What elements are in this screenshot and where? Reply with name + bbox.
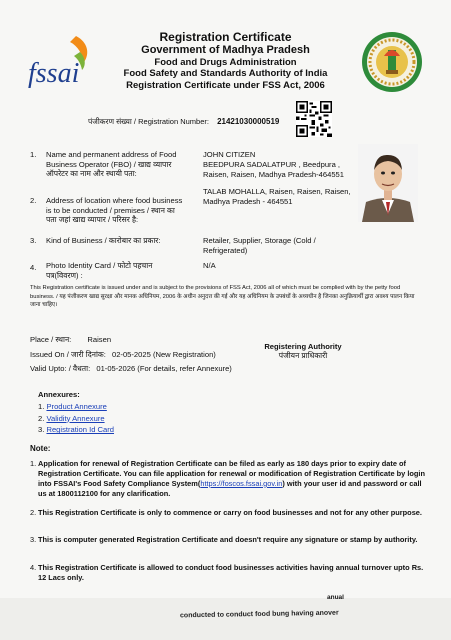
annexure-number: 1. (38, 401, 45, 411)
kind-of-business (203, 236, 363, 256)
note-2 (30, 508, 428, 518)
note-number: 4. (30, 563, 37, 572)
note-text-part: Application for renewal of Registration Certificate can be filed as early as 180 days prior to expiry date of Registration Certificate. You can file application for renewal or modification of Registration Certificate by login into FSSAI's Food Safety Compliance System( (38, 459, 425, 488)
note-text: This is computer generated Registration Certificate and doesn't require any signature or stamp by authority. (38, 535, 418, 544)
act-line: Registration Certificate under FSS Act, 2006 (126, 79, 325, 91)
certificate-title: Registration Certificate (159, 30, 292, 44)
note-3 (30, 535, 428, 545)
product-annexure-link[interactable]: Product Annexure (46, 401, 107, 411)
registration-number-value: 21421030000519 (217, 117, 280, 126)
item-3-label-line: Kind of Business / कारोबार का प्रकार: (46, 236, 161, 245)
note-number: 2. (30, 508, 37, 517)
item-2-label-line: Address of location where food business (46, 196, 183, 205)
premises-address-line: TALAB MOHALLA, Raisen, Raisen, Raisen, (203, 187, 351, 196)
fbo-address-line: BEEDPURA SADALATPUR , Beedpura , (203, 160, 341, 170)
issued-value: 02-05-2025 (New Registration) (111, 350, 216, 359)
registering-authority (260, 342, 346, 361)
qr-code-icon (296, 101, 332, 137)
note-4 (30, 563, 428, 583)
annexure-item (38, 401, 114, 413)
registration-number-label: पंजीकरण संख्या / Registration Number: (88, 117, 209, 126)
authority-name: Food Safety and Standards Authority of India (123, 68, 328, 80)
item-1-number: 1. (30, 150, 37, 159)
validity-annexure-link[interactable]: Validity Annexure (46, 413, 105, 423)
premises-address (203, 187, 353, 207)
foscos-link[interactable]: https://foscos.fssai.gov.in (200, 478, 283, 488)
annexures-section (38, 389, 114, 436)
folded-text-fragment: anual (327, 594, 344, 601)
valid-value: 01-05-2026 (For details, refer Annexure) (96, 364, 232, 373)
registration-number-line (88, 117, 279, 127)
annexure-number: 2. (38, 413, 45, 423)
registration-id-card-link[interactable]: Registration Id Card (46, 425, 115, 435)
note-text-part: ) with your user id and password or call us at 1800112100 for any clarification. (38, 478, 422, 498)
note-text (30, 459, 428, 499)
madhya-pradesh-emblem-icon (360, 30, 424, 94)
fbo-name-address (203, 150, 353, 180)
fbo-name: JOHN CITIZEN (203, 150, 256, 159)
item-4-number: 4. (30, 263, 37, 272)
item-1-label (46, 150, 196, 179)
item-2-number: 2. (30, 196, 37, 205)
premises-address-line: Madhya Pradesh - 464551 (203, 197, 293, 207)
item-3-label (46, 236, 196, 246)
department-name: Food and Drugs Administration (154, 57, 297, 69)
note-text: This Registration Certificate is allowed to conduct food businesses activities having annual turnover upto Rs. 12 Lacs only. (38, 563, 424, 582)
annexures-heading: Annexures: (38, 390, 80, 399)
item-1-label-line: Name and permanent address of Food (46, 150, 177, 159)
item-3-number: 3. (30, 236, 37, 245)
kind-of-business-line: Retailer, Supplier, Storage (Cold / (203, 236, 316, 245)
item-4-label-line: पत्र(विवरण) : (46, 270, 83, 280)
note-number: 3. (30, 535, 37, 544)
paper-fold-shadow (0, 598, 451, 640)
place-row (30, 335, 111, 345)
place-value: Raisen (87, 335, 112, 344)
fssai-logo-text: fssai (28, 58, 80, 89)
notes-heading: Note: (30, 444, 51, 453)
item-2-label-line: पता जहां खाद्य व्यापार / परिसर है: (46, 215, 139, 225)
item-2-label-line: is to be conducted / premises / स्थान का (46, 205, 175, 215)
annexure-item (38, 413, 114, 425)
note-1 (30, 459, 428, 499)
item-1-label-line: Business Operator (FBO) / खाद्य व्यापार (46, 159, 172, 169)
issued-label: Issued On / जारी दिनांक: (30, 350, 106, 359)
item-1-label-line: ऑपरेटर का नाम और स्थायी पता: (46, 169, 137, 179)
person-photo-icon (358, 144, 418, 222)
note-text: This Registration Certificate is only to commence or carry on food businesses and not for any other purpose. (38, 508, 422, 517)
item-4-label-line: Photo Identity Card / फोटो पहचान (46, 261, 153, 270)
note-number: 1. (30, 459, 37, 468)
annexure-number: 3. (38, 425, 45, 435)
annexure-item (38, 424, 114, 436)
folded-text-fragment: conducted to conduct food bung having anover (179, 609, 339, 620)
issued-row (30, 350, 216, 360)
fbo-photo (358, 144, 418, 222)
valid-label: Valid Upto: / वैधता: (30, 364, 91, 373)
fbo-address-line: Raisen, Raisen, Madhya Pradesh-464551 (203, 170, 344, 180)
registering-authority-title: Registering Authority (264, 342, 342, 351)
item-4-label (46, 261, 196, 280)
registering-authority-title-hindi: पंजीयन प्राधिकारी (278, 351, 328, 361)
photo-id-value: N/A (203, 261, 216, 270)
item-2-label (46, 196, 196, 225)
valid-row (30, 364, 232, 374)
government-name: Government of Madhya Pradesh (141, 44, 310, 57)
kind-of-business-line: Refrigerated) (203, 246, 248, 256)
disclaimer-text: This Registration certificate is issued under and is subject to the provisions of FSS Act, 2006 all of which must be complied with by the petty food business. / यह पंजीकरण खाद्य सुरक्षा और मानक अधिनियम, 2006 के अधीन अनुदत्त की गई और यह अधिनियम के उपबंधों के अध्यधीन है जिनका अनुक्रियार्थी द्वारा अवश्य पालन किया जाना चाहिए। (30, 285, 415, 309)
place-label: Place / स्थान: (30, 335, 72, 344)
